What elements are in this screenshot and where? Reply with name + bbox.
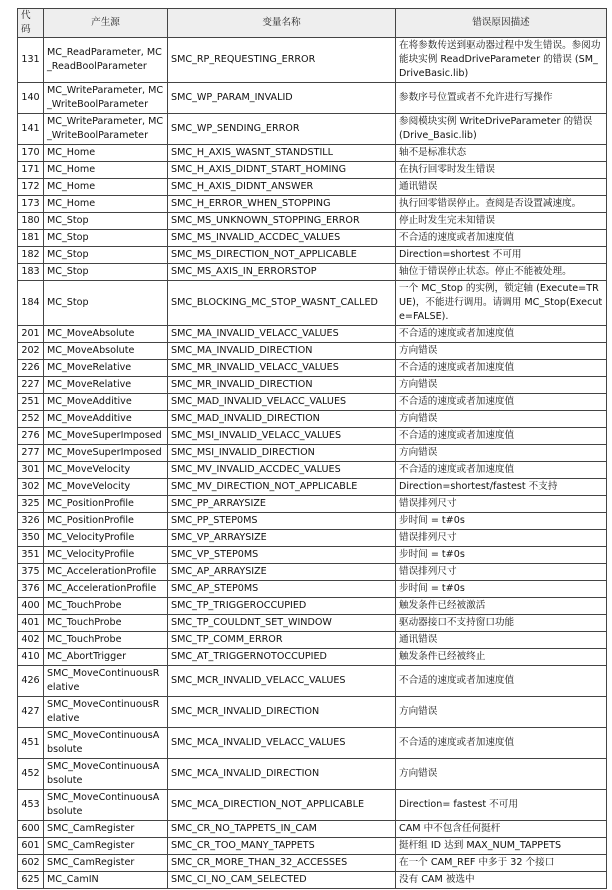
row-code: 601 xyxy=(18,838,44,855)
table-row xyxy=(18,230,607,247)
row-description: 错误排列尺寸 xyxy=(396,564,607,581)
row-code: 182 xyxy=(18,247,44,264)
row-code: 227 xyxy=(18,377,44,394)
row-code: 350 xyxy=(18,530,44,547)
row-description: 方向错误 xyxy=(396,697,607,728)
row-code: 252 xyxy=(18,411,44,428)
row-variable-name: SMC_CR_NO_TAPPETS_IN_CAM xyxy=(168,821,396,838)
row-description: 方向错误 xyxy=(396,343,607,360)
row-description: 触发条件已经被激活 xyxy=(396,598,607,615)
table-row xyxy=(18,196,607,213)
row-variable-name: SMC_MS_INVALID_ACCDEC_VALUES xyxy=(168,230,396,247)
row-source: MC_MoveSuperImposed xyxy=(44,445,168,462)
row-source: MC_AbortTrigger xyxy=(44,649,168,666)
row-variable-name: SMC_MV_DIRECTION_NOT_APPLICABLE xyxy=(168,479,396,496)
row-description: Direction=shortest 不可用 xyxy=(396,247,607,264)
row-source: MC_TouchProbe xyxy=(44,598,168,615)
row-description: 挺杆组 ID 达到 MAX_NUM_TAPPETS xyxy=(396,838,607,855)
row-source: MC_MoveVelocity xyxy=(44,479,168,496)
row-code: 180 xyxy=(18,213,44,230)
table-row xyxy=(18,759,607,790)
table-row xyxy=(18,213,607,230)
row-variable-name: SMC_AP_ARRAYSIZE xyxy=(168,564,396,581)
row-code: 600 xyxy=(18,821,44,838)
table-row xyxy=(18,530,607,547)
header-variable-name: 变量名称 xyxy=(168,9,396,38)
row-code: 202 xyxy=(18,343,44,360)
row-source: MC_PositionProfile xyxy=(44,513,168,530)
row-variable-name: SMC_VP_STEP0MS xyxy=(168,547,396,564)
table-row xyxy=(18,547,607,564)
error-code-table xyxy=(17,8,607,889)
row-description: 错误排列尺寸 xyxy=(396,496,607,513)
row-code: 452 xyxy=(18,759,44,790)
table-header-row xyxy=(18,9,607,38)
row-variable-name: SMC_MCR_INVALID_VELACC_VALUES xyxy=(168,666,396,697)
table-row xyxy=(18,649,607,666)
row-code: 326 xyxy=(18,513,44,530)
row-description: 不合适的速度或者加速度值 xyxy=(396,326,607,343)
row-code: 451 xyxy=(18,728,44,759)
table-row xyxy=(18,326,607,343)
row-code: 426 xyxy=(18,666,44,697)
row-description: CAM 中不包含任何挺杆 xyxy=(396,821,607,838)
row-description: 步时间 = t#0s xyxy=(396,581,607,598)
table-row xyxy=(18,666,607,697)
row-description: 不合适的速度或者加速度值 xyxy=(396,666,607,697)
table-body xyxy=(18,38,607,889)
header-source: 产生源 xyxy=(44,9,168,38)
row-description: 在执行回零时发生错误 xyxy=(396,162,607,179)
row-code: 276 xyxy=(18,428,44,445)
row-variable-name: SMC_AT_TRIGGERNOTOCCUPIED xyxy=(168,649,396,666)
row-description: Direction= fastest 不可用 xyxy=(396,790,607,821)
row-description: 在一个 CAM_REF 中多于 32 个接口 xyxy=(396,855,607,872)
table-row xyxy=(18,377,607,394)
row-code: 375 xyxy=(18,564,44,581)
row-source: MC_PositionProfile xyxy=(44,496,168,513)
row-description: 轴不是标准状态 xyxy=(396,145,607,162)
row-description: 停止时发生完未知错误 xyxy=(396,213,607,230)
row-code: 351 xyxy=(18,547,44,564)
row-variable-name: SMC_MA_INVALID_DIRECTION xyxy=(168,343,396,360)
row-description: 不合适的速度或者加速度值 xyxy=(396,394,607,411)
row-variable-name: SMC_AP_STEP0MS xyxy=(168,581,396,598)
row-code: 140 xyxy=(18,83,44,114)
row-code: 131 xyxy=(18,38,44,83)
row-description: 触发条件已经被终止 xyxy=(396,649,607,666)
table-row xyxy=(18,281,607,326)
row-source: MC_CamIN xyxy=(44,872,168,889)
row-variable-name: SMC_MSI_INVALID_DIRECTION xyxy=(168,445,396,462)
row-variable-name: SMC_TP_COMM_ERROR xyxy=(168,632,396,649)
row-variable-name: SMC_BLOCKING_MC_STOP_WASNT_CALLED xyxy=(168,281,396,326)
row-description: 步时间 = t#0s xyxy=(396,513,607,530)
table-row xyxy=(18,411,607,428)
row-code: 400 xyxy=(18,598,44,615)
row-source: MC_AccelerationProfile xyxy=(44,564,168,581)
table-row xyxy=(18,598,607,615)
row-description: 不合适的速度或者加速度值 xyxy=(396,230,607,247)
table-row xyxy=(18,632,607,649)
row-variable-name: SMC_MV_INVALID_ACCDEC_VALUES xyxy=(168,462,396,479)
table-row xyxy=(18,513,607,530)
row-source: MC_Stop xyxy=(44,213,168,230)
table-row xyxy=(18,38,607,83)
row-source: MC_Stop xyxy=(44,230,168,247)
row-code: 401 xyxy=(18,615,44,632)
row-description: 方向错误 xyxy=(396,759,607,790)
row-variable-name: SMC_MS_AXIS_IN_ERRORSTOP xyxy=(168,264,396,281)
row-variable-name: SMC_RP_REQUESTING_ERROR xyxy=(168,38,396,83)
row-description: 不合适的速度或者加速度值 xyxy=(396,428,607,445)
row-source: MC_Home xyxy=(44,179,168,196)
row-source: SMC_MoveContinuousRelative xyxy=(44,697,168,728)
row-variable-name: SMC_VP_ARRAYSIZE xyxy=(168,530,396,547)
row-description: 在将参数传送到驱动器过程中发生错误。参阅功能块实例 ReadDriveParameter 的错误 (SM_DriveBasic.lib) xyxy=(396,38,607,83)
row-description: 驱动器接口不支持窗口功能 xyxy=(396,615,607,632)
row-source: MC_VelocityProfile xyxy=(44,547,168,564)
table-row xyxy=(18,428,607,445)
row-source: MC_MoveAbsolute xyxy=(44,326,168,343)
row-variable-name: SMC_WP_PARAM_INVALID xyxy=(168,83,396,114)
row-source: SMC_CamRegister xyxy=(44,855,168,872)
row-variable-name: SMC_CI_NO_CAM_SELECTED xyxy=(168,872,396,889)
table-row xyxy=(18,479,607,496)
row-description: 方向错误 xyxy=(396,411,607,428)
row-source: MC_MoveSuperImposed xyxy=(44,428,168,445)
row-code: 171 xyxy=(18,162,44,179)
table-row xyxy=(18,394,607,411)
row-source: MC_MoveRelative xyxy=(44,377,168,394)
row-description: Direction=shortest/fastest 不支持 xyxy=(396,479,607,496)
row-source: MC_TouchProbe xyxy=(44,615,168,632)
table-row xyxy=(18,83,607,114)
row-variable-name: SMC_MSI_INVALID_VELACC_VALUES xyxy=(168,428,396,445)
row-source: MC_Home xyxy=(44,196,168,213)
row-source: MC_VelocityProfile xyxy=(44,530,168,547)
row-source: SMC_CamRegister xyxy=(44,821,168,838)
row-code: 301 xyxy=(18,462,44,479)
row-source: SMC_MoveContinuousAbsolute xyxy=(44,728,168,759)
row-description: 错误排列尺寸 xyxy=(396,530,607,547)
row-description: 参数序号位置或者不允许进行写操作 xyxy=(396,83,607,114)
table-row xyxy=(18,462,607,479)
row-variable-name: SMC_MCA_DIRECTION_NOT_APPLICABLE xyxy=(168,790,396,821)
table-row xyxy=(18,247,607,264)
row-variable-name: SMC_H_AXIS_DIDNT_ANSWER xyxy=(168,179,396,196)
row-source: MC_TouchProbe xyxy=(44,632,168,649)
row-description: 参阅模块实例 WriteDriveParameter 的错误 (Drive_Basic.lib) xyxy=(396,114,607,145)
row-variable-name: SMC_H_AXIS_DIDNT_START_HOMING xyxy=(168,162,396,179)
row-code: 325 xyxy=(18,496,44,513)
row-source: SMC_CamRegister xyxy=(44,838,168,855)
row-variable-name: SMC_MS_DIRECTION_NOT_APPLICABLE xyxy=(168,247,396,264)
row-code: 201 xyxy=(18,326,44,343)
row-source: MC_MoveAdditive xyxy=(44,411,168,428)
table-row xyxy=(18,343,607,360)
row-code: 251 xyxy=(18,394,44,411)
row-code: 184 xyxy=(18,281,44,326)
row-code: 625 xyxy=(18,872,44,889)
row-code: 277 xyxy=(18,445,44,462)
table-row xyxy=(18,179,607,196)
row-description: 不合适的速度或者加速度值 xyxy=(396,728,607,759)
row-variable-name: SMC_MA_INVALID_VELACC_VALUES xyxy=(168,326,396,343)
table-row xyxy=(18,697,607,728)
row-variable-name: SMC_CR_MORE_THAN_32_ACCESSES xyxy=(168,855,396,872)
row-source: MC_AccelerationProfile xyxy=(44,581,168,598)
table-row xyxy=(18,162,607,179)
row-variable-name: SMC_MAD_INVALID_VELACC_VALUES xyxy=(168,394,396,411)
table-row xyxy=(18,360,607,377)
row-description: 没有 CAM 被选中 xyxy=(396,872,607,889)
table-row xyxy=(18,728,607,759)
row-source: MC_WriteParameter, MC_WriteBoolParameter xyxy=(44,114,168,145)
table-row xyxy=(18,564,607,581)
row-code: 453 xyxy=(18,790,44,821)
row-variable-name: SMC_MCA_INVALID_VELACC_VALUES xyxy=(168,728,396,759)
row-variable-name: SMC_MR_INVALID_DIRECTION xyxy=(168,377,396,394)
table-row xyxy=(18,445,607,462)
row-code: 181 xyxy=(18,230,44,247)
row-source: SMC_MoveContinuousAbsolute xyxy=(44,790,168,821)
row-code: 172 xyxy=(18,179,44,196)
table-row xyxy=(18,872,607,889)
row-code: 402 xyxy=(18,632,44,649)
row-source: MC_ReadParameter, MC_ReadBoolParameter xyxy=(44,38,168,83)
row-source: MC_MoveAdditive xyxy=(44,394,168,411)
row-description: 方向错误 xyxy=(396,377,607,394)
row-description: 一个 MC_Stop 的实例，锁定轴 (Execute=TRUE)，不能进行调用。请调用 MC_Stop(Execute=FALSE). xyxy=(396,281,607,326)
row-source: SMC_MoveContinuousRelative xyxy=(44,666,168,697)
row-variable-name: SMC_PP_STEP0MS xyxy=(168,513,396,530)
header-error-description: 错误原因描述 xyxy=(396,9,607,38)
row-variable-name: SMC_TP_TRIGGEROCCUPIED xyxy=(168,598,396,615)
row-variable-name: SMC_MR_INVALID_VELACC_VALUES xyxy=(168,360,396,377)
header-code: 代码 xyxy=(18,9,44,38)
table-row xyxy=(18,838,607,855)
row-variable-name: SMC_MCA_INVALID_DIRECTION xyxy=(168,759,396,790)
row-description: 不合适的速度或者加速度值 xyxy=(396,462,607,479)
row-variable-name: SMC_MS_UNKNOWN_STOPPING_ERROR xyxy=(168,213,396,230)
row-description: 方向错误 xyxy=(396,445,607,462)
table-row xyxy=(18,114,607,145)
row-description: 执行回零错误停止。查阅是否设置减速度。 xyxy=(396,196,607,213)
table-row xyxy=(18,496,607,513)
table-row xyxy=(18,581,607,598)
table-row xyxy=(18,821,607,838)
row-variable-name: SMC_WP_SENDING_ERROR xyxy=(168,114,396,145)
row-code: 376 xyxy=(18,581,44,598)
row-variable-name: SMC_MCR_INVALID_DIRECTION xyxy=(168,697,396,728)
row-variable-name: SMC_CR_TOO_MANY_TAPPETS xyxy=(168,838,396,855)
row-variable-name: SMC_PP_ARRAYSIZE xyxy=(168,496,396,513)
row-variable-name: SMC_MAD_INVALID_DIRECTION xyxy=(168,411,396,428)
row-code: 302 xyxy=(18,479,44,496)
row-code: 173 xyxy=(18,196,44,213)
row-code: 427 xyxy=(18,697,44,728)
row-variable-name: SMC_H_ERROR_WHEN_STOPPING xyxy=(168,196,396,213)
row-code: 183 xyxy=(18,264,44,281)
row-code: 226 xyxy=(18,360,44,377)
error-code-table-page xyxy=(17,8,606,889)
row-description: 通讯错误 xyxy=(396,632,607,649)
row-variable-name: SMC_H_AXIS_WASNT_STANDSTILL xyxy=(168,145,396,162)
row-code: 170 xyxy=(18,145,44,162)
row-description: 不合适的速度或者加速度值 xyxy=(396,360,607,377)
table-row xyxy=(18,790,607,821)
row-source: MC_Home xyxy=(44,162,168,179)
row-source: MC_Stop xyxy=(44,281,168,326)
row-variable-name: SMC_TP_COULDNT_SET_WINDOW xyxy=(168,615,396,632)
row-description: 轴位于错误停止状态。停止不能被处理。 xyxy=(396,264,607,281)
row-source: MC_Stop xyxy=(44,264,168,281)
row-source: MC_MoveVelocity xyxy=(44,462,168,479)
row-description: 通讯错误 xyxy=(396,179,607,196)
row-code: 602 xyxy=(18,855,44,872)
row-source: MC_WriteParameter, MC_WriteBoolParameter xyxy=(44,83,168,114)
table-row xyxy=(18,264,607,281)
row-description: 步时间 = t#0s xyxy=(396,547,607,564)
row-code: 141 xyxy=(18,114,44,145)
row-source: MC_Home xyxy=(44,145,168,162)
table-row xyxy=(18,145,607,162)
row-source: MC_MoveRelative xyxy=(44,360,168,377)
row-code: 410 xyxy=(18,649,44,666)
row-source: MC_MoveAbsolute xyxy=(44,343,168,360)
table-row xyxy=(18,855,607,872)
row-source: MC_Stop xyxy=(44,247,168,264)
table-row xyxy=(18,615,607,632)
row-source: SMC_MoveContinuousAbsolute xyxy=(44,759,168,790)
